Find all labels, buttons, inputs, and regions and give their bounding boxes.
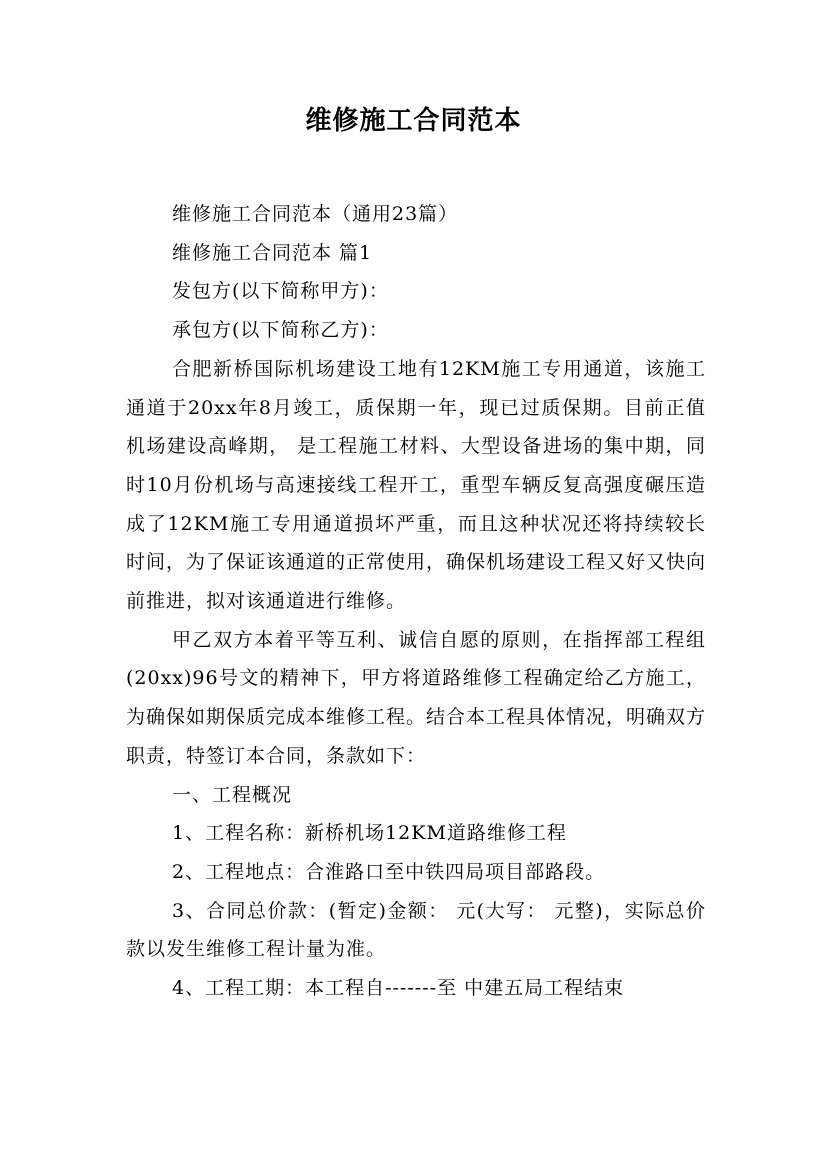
- paragraph-party-b: 承包方(以下简称乙方)：: [172, 319, 389, 342]
- paragraph-overview-heading: 一、工程概况: [172, 783, 293, 806]
- paragraph-party-a: 发包方(以下简称甲方)：: [172, 280, 389, 303]
- document-body: [126, 195, 706, 1008]
- paragraph-section-heading: 维修施工合同范本 篇1: [172, 241, 373, 264]
- paragraph-background: 合肥新桥国际机场建设工地有12KM施工专用通道，该施工通道于20xx年8月竣工，质保期一年，现已过质保期。目前正值机场建设高峰期， 是工程施工材料、大型设备进场的集中期，同时10月份机场与高速接线工程开工，重型车辆反复高强度碾压造成了12KM施工专用通道损坏严重，而且这种状况还将持续较长时间，为了保证该通道的正常使用，确保机场建设工程又好又快向前推进，拟对该通道进行维修。: [126, 357, 707, 613]
- paragraph-subtitle: 维修施工合同范本（通用23篇）: [172, 203, 459, 225]
- paragraph-agreement: 甲乙双方本着平等互利、诚信自愿的原则，在指挥部工程组(20xx)96号文的精神下，甲方将道路维修工程确定给乙方施工，为确保如期保质完成本维修工程。结合本工程具体情况，明确双方职责，特签订本合同，条款如下：: [126, 628, 707, 767]
- paragraph-project-location: 2、工程地点：合淮路口至中铁四局项目部路段。: [172, 860, 606, 883]
- paragraph-project-period: 4、工程工期：本工程自-------至 中建五局工程结束: [172, 977, 625, 1000]
- document-title: 维修施工合同范本: [305, 106, 522, 136]
- paragraph-project-name: 1、工程名称：新桥机场12KM道路维修工程: [172, 822, 567, 845]
- paragraph-contract-price: 3、合同总价款：(暂定)金额： 元(大写： 元整)，实际总价款以发生维修工程计量为准。: [126, 899, 706, 961]
